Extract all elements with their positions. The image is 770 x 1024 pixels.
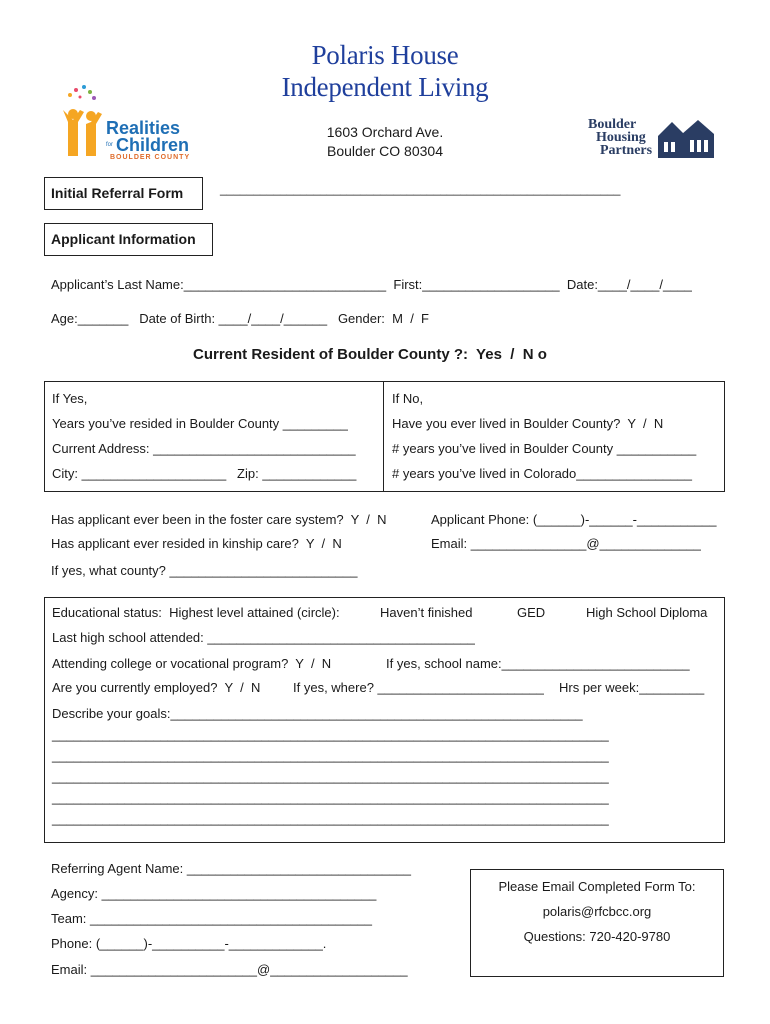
logo-word-boulder-county: BOULDER COUNTY [110,154,191,161]
employer-field[interactable]: If yes, where? _______________________ [293,680,544,695]
applicant-name-row[interactable]: Applicant’s Last Name:____________________________ First:___________________ Date:____/____/____ [51,277,692,292]
goals-line-4[interactable]: _____________________________________________________________________________ [52,790,609,805]
logo-word-partners: Partners [600,143,653,158]
goals-line-1[interactable]: _____________________________________________________________________________ [52,727,609,742]
years-colorado-field[interactable]: # years you’ve lived in Colorado________________ [392,466,692,481]
employed-question[interactable]: Are you currently employed? Y / N [52,680,261,695]
questions-phone: Questions: 720-420-9780 [523,929,671,944]
attending-college-question[interactable]: Attending college or vocational program? Y / N [52,656,332,671]
team-field[interactable]: Team: _______________________________________ [51,911,372,926]
foster-care-question[interactable]: Has applicant ever been in the foster care system? Y / N [51,512,387,527]
goals-line-2[interactable]: _____________________________________________________________________________ [52,748,609,763]
houses-icon [656,118,716,160]
applicant-age-row[interactable]: Age:_______ Date of Birth: ____/____/______ Gender: M / F [51,311,429,326]
email-completed-form-label: Please Email Completed Form To: [498,879,696,894]
boulder-housing-partners-logo [588,118,718,162]
initial-referral-form-label: Initial Referral Form [51,185,184,201]
referring-agent-name-field[interactable]: Referring Agent Name: _______________________________ [51,861,411,876]
children-figures-icon [58,84,108,164]
option-havent-finished[interactable]: Haven’t finished [380,605,473,620]
logo-word-boulder: Boulder [588,117,637,132]
goals-field[interactable]: Describe your goals:_________________________________________________________ [52,706,583,721]
applicant-email-field[interactable]: Email: ________________@______________ [431,536,701,551]
option-high-school-diploma[interactable]: High School Diploma [586,605,708,620]
goals-line-5[interactable]: _____________________________________________________________________________ [52,811,609,826]
agent-email-field[interactable]: Email: _______________________@___________________ [51,962,408,977]
if-no-label: If No, [392,391,424,406]
agent-phone-field[interactable]: Phone: (______)-__________-_____________. [51,936,327,951]
years-boulder-field[interactable]: # years you’ve lived in Boulder County ___________ [392,441,697,456]
hours-per-week-field[interactable]: Hrs per week:_________ [559,680,705,695]
realities-for-children-logo [58,84,208,164]
address-line-2: Boulder CO 80304 [327,143,443,159]
goals-line-3[interactable]: _____________________________________________________________________________ [52,769,609,784]
educational-status-label: Educational status: Highest level attained (circle): [52,605,340,620]
applicant-information-label: Applicant Information [51,231,196,247]
title-line-1: Polaris House [311,40,459,70]
title-line-2: Independent Living [281,72,489,102]
logo-word-for: for [106,142,114,148]
current-resident-question: Current Resident of Boulder County ?: Yes / N o [193,346,547,363]
applicant-information-box [44,223,213,256]
applicant-phone-field[interactable]: Applicant Phone: (______)-______-___________ [431,512,717,527]
current-address-field[interactable]: Current Address: ____________________________ [52,441,356,456]
referral-line[interactable]: ____________________________________________________________ [220,182,621,196]
years-resided-field[interactable]: Years you’ve resided in Boulder County _________ [52,416,348,431]
logo-word-children: Children [116,135,190,155]
agency-field[interactable]: Agency: ______________________________________ [51,886,377,901]
address-line-1: 1603 Orchard Ave. [326,124,444,140]
ever-lived-field[interactable]: Have you ever lived in Boulder County? Y / N [392,416,664,431]
logo-word-housing: Housing [596,130,646,145]
option-ged[interactable]: GED [517,605,546,620]
last-high-school-field[interactable]: Last high school attended: _____________________________________ [52,630,475,645]
if-yes-label: If Yes, [52,391,88,406]
city-zip-field[interactable]: City: ____________________ Zip: _____________ [52,466,357,481]
kinship-care-question[interactable]: Has applicant ever resided in kinship care? Y / N [51,536,342,551]
initial-referral-form-box [44,177,203,210]
contact-email-link[interactable]: polaris@rfcbcc.org [542,904,652,919]
logo-word-realities: Realities [106,118,181,138]
school-name-field[interactable]: If yes, school name:__________________________ [386,656,690,671]
resident-divider [383,381,384,492]
county-field[interactable]: If yes, what county? __________________________ [51,563,358,578]
